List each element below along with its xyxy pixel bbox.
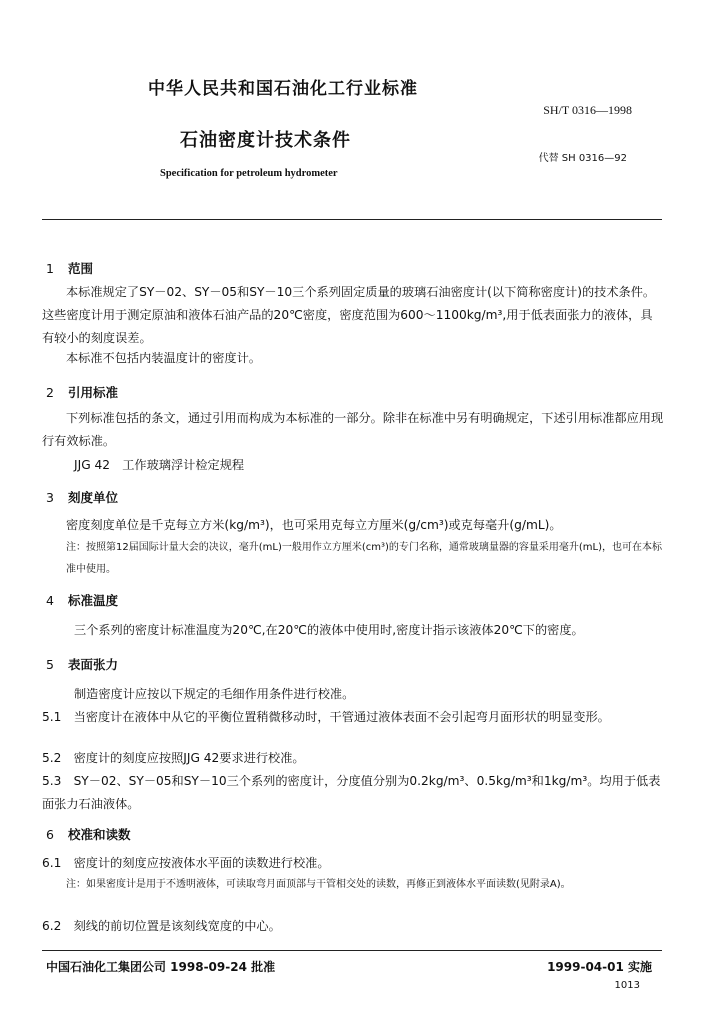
clause-6-2: 6.2 刻线的前切位置是该刻线宽度的中心。 — [42, 919, 281, 933]
paragraph: 本标准不包括内装温度计的密度计。 — [66, 351, 261, 365]
paragraph: 下列标准包括的条文，通过引用而构成为本标准的一部分。除非在标准中另有明确规定，下述引用标准都应用现行有效标准。 — [42, 411, 664, 448]
clause-5-3: 5.3 SY－02、SY－05和SY－10三个系列的密度计，分度值分别为0.2kg/m³、0.5kg/m³和1kg/m³。均用于低表面张力石油液体。 — [42, 774, 661, 811]
paragraph: 制造密度计应按以下规定的毛细作用条件进行校准。 — [74, 687, 355, 701]
section-number: 1 — [46, 261, 54, 276]
clause-5-1: 5.1 当密度计在液体中从它的平衡位置稍微移动时，干管通过液体表面不会引起弯月面形状的明显变形。 — [42, 710, 610, 724]
section-title: 范围 — [68, 261, 94, 276]
section-2-heading — [46, 383, 118, 401]
issuer-approval: 中国石油化工集团公司 1998-09-24 批准 — [46, 960, 276, 974]
paragraph: 本标准规定了SY－02、SY－05和SY－10三个系列固定质量的玻璃石油密度计(以下简称密度计)的技术条件。这些密度计用于测定原油和液体石油产品的20℃密度，密度范围为600～1100kg/m³,用于低表面张力的液体，具有较小的刻度误差。 — [42, 285, 656, 345]
header-rule — [42, 219, 662, 220]
section-number: 4 — [46, 593, 54, 608]
english-title: Specification for petroleum hydrometer — [160, 168, 338, 179]
org-title: 中华人民共和国石油化工行业标准 — [148, 79, 418, 99]
section-title: 校准和读数 — [68, 827, 131, 842]
effective-date: 1999-04-01 实施 — [547, 960, 652, 974]
section-number: 2 — [46, 385, 54, 400]
section-5-heading — [46, 655, 118, 673]
section-title: 引用标准 — [68, 385, 119, 400]
note: 注：按照第12届国际计量大会的决议，毫升(mL)一般用作立方厘米(cm³)的专门名称，通常玻璃量器的容量采用毫升(mL)，也可在本标准中使用。 — [66, 542, 663, 575]
replaces-note: 代替 SH 0316—92 — [538, 153, 627, 164]
paragraph: 密度刻度单位是千克每立方米(kg/m³)，也可采用克每立方厘米(g/cm³)或克每毫升(g/mL)。 — [66, 518, 562, 532]
section-4-heading — [46, 591, 118, 609]
standard-code: SH/T 0316—1998 — [543, 103, 632, 117]
section-title: 刻度单位 — [68, 490, 119, 505]
clause-5-2: 5.2 密度计的刻度应按照JJG 42要求进行校准。 — [42, 751, 305, 765]
document-title: 石油密度计技术条件 — [180, 130, 351, 151]
section-number: 3 — [46, 490, 54, 505]
section-title: 标准温度 — [68, 593, 119, 608]
section-3-heading — [46, 488, 118, 506]
section-title: 表面张力 — [68, 657, 119, 672]
paragraph: 三个系列的密度计标准温度为20℃,在20℃的液体中使用时,密度计指示该液体20℃下的密度。 — [74, 623, 584, 637]
footer-rule — [42, 950, 662, 951]
reference-item: JJG 42 工作玻璃浮计检定规程 — [74, 458, 245, 472]
section-number: 6 — [46, 827, 54, 842]
note: 注：如果密度计是用于不透明液体，可读取弯月面顶部与干管相交处的读数，再修正到液体水平面读数(见附录A)。 — [66, 879, 571, 890]
section-number: 5 — [46, 657, 54, 672]
page-number: 1013 — [614, 980, 640, 991]
clause-6-1: 6.1 密度计的刻度应按液体水平面的读数进行校准。 — [42, 856, 330, 870]
section-6-heading — [46, 825, 131, 843]
section-1-heading — [46, 259, 93, 277]
